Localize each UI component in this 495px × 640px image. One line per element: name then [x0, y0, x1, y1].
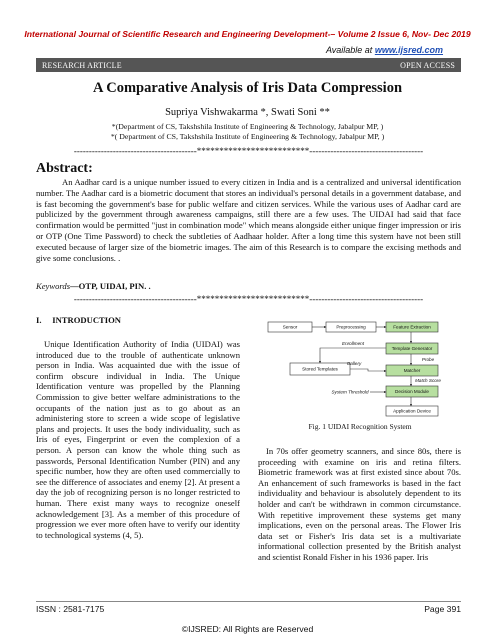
- available-prefix: Available at: [325, 45, 375, 55]
- keywords-values: —OTP, UIDAI, PIN. .: [70, 281, 151, 291]
- stored-templates-label: Stored Templates: [302, 366, 338, 372]
- sensor-label: Sensor: [282, 324, 298, 330]
- separator-bottom: -----------------------------------------*************************--------------------------------------: [73, 294, 424, 304]
- separator-top: -----------------------------------------*************************--------------------------------------: [73, 146, 424, 156]
- abstract-heading: Abstract:: [36, 161, 93, 176]
- preprocessing-label: Preprocessing: [336, 324, 366, 330]
- keywords-line: [36, 281, 151, 291]
- probe-label: Probe: [421, 357, 435, 362]
- uidai-recognition-diagram: [258, 319, 462, 419]
- decision-module-label: Decision Module: [395, 389, 429, 394]
- intro-column-right: In 70s offer geometry scanners, and since 80s, there is proceeding with examine on iris and retina filters. Biometric framework was at first existed since about 70s. An enhancement of such frameworks is based in the fact individuality and behaviour is absolutely dependent to its holder and can't be withdrawn in common circumstance. With repetitive improvement these systems get many implications, even on the personal areas. The Flower Iris data set or Fisher's Iris data set is a multivariate informational collection presented by the British analyst and scientist Ronald Fisher in his 1936 paper. Iris: [258, 446, 461, 562]
- affiliation-1: *(Department of CS, Takshshila Institute of Engineering & Technology, Jabalpur MP, ): [111, 122, 384, 131]
- affiliation-2: *( Department of CS, Takshshila Institute of Engineering & Technology, Jabalpur MP, ): [110, 132, 385, 141]
- availability-line: [326, 45, 443, 55]
- abstract-text: An Aadhar card is a unique number issued to every citizen in India and is a centralized and universal identification number. The Aadhar card is a biometric document that stores an individual's personal details in a government database, and is fast becoming the government's base for public welfare and citizen services. While the various uses of Aadhar card are publicized by the government through awareness campaigns, still there are a few uses. The UIDAI had said that face confirmation would be permitted "just in combination mode" which means alongside either unique finger impression or iris or OTP (One Time Password) to check the subtleties of Aadhaar holder. After a long time this system have not been still executed because of larger size of the biometric images. The aim of this Research is to compare the excising methods and give some conclusions. .: [36, 177, 461, 263]
- article-type-bar: [36, 58, 461, 72]
- issn-label: ISSN : 2581-7175: [36, 604, 105, 614]
- paper-title: A Comparative Analysis of Iris Data Compression: [92, 80, 403, 96]
- journal-header: International Journal of Scientific Research and Engineering Development-– Volume 2 Issue 6, Nov- Dec 2019: [24, 29, 471, 39]
- copyright-notice: ©IJSRED: All Rights are Reserved: [181, 624, 314, 634]
- figure-caption: Fig. 1 UIDAI Recognition System: [308, 422, 412, 431]
- matcher-label: Matcher: [403, 368, 421, 373]
- open-access-label: OPEN ACCESS: [400, 60, 455, 70]
- footer-divider: [36, 601, 461, 602]
- enrollment-label: Enrollment: [342, 341, 364, 346]
- feature-extraction-label: Feature Extraction: [393, 324, 431, 330]
- match-score-label: Match Score: [415, 378, 441, 383]
- page-number: Page 391: [424, 604, 461, 614]
- keywords-label: Keywords: [36, 281, 71, 291]
- application-device-label: Application Device: [393, 408, 431, 414]
- journal-website-link[interactable]: www.ijsred.com: [374, 45, 443, 55]
- system-threshold-label: System Threshold: [331, 389, 369, 395]
- template-generator-label: Template Generator: [391, 346, 433, 351]
- intro-column-left: Unique Identification Authority of India (UIDAI) was introduced due to the trouble of authenticate unknown person in India. Was acquainted due with the issue of confirm obscure individual in India. The Unique Identification venture was propelled by the Planning Commission to give better welfare administrations to the occupants of the nation just as to go about as an administering store to screen a wide scope of legislative plans and projects. It uses the body individuality, such as Iris of eyes, Fingerprint or even the complexion of a person. A person can know the whole thing such as passwords, Personal Identification Number (PIN) and any specific number, how they are often used commercially to see the difference of associates and enemy [2]. At present a day the job of recognizing person is no longer restricted to human. There exist many ways to recognize oneself acknowledgement [3]. As a member of this procedure of progression we ever more often have to verify our identity to technological systems (4, 5).: [36, 339, 240, 540]
- paper-authors: Supriya Vishwakarma *, Swati Soni **: [165, 107, 330, 118]
- article-type-label: RESEARCH ARTICLE: [42, 60, 122, 70]
- section-heading-introduction: I. INTRODUCTION: [36, 315, 121, 325]
- gallery-label: Gallery: [346, 361, 362, 366]
